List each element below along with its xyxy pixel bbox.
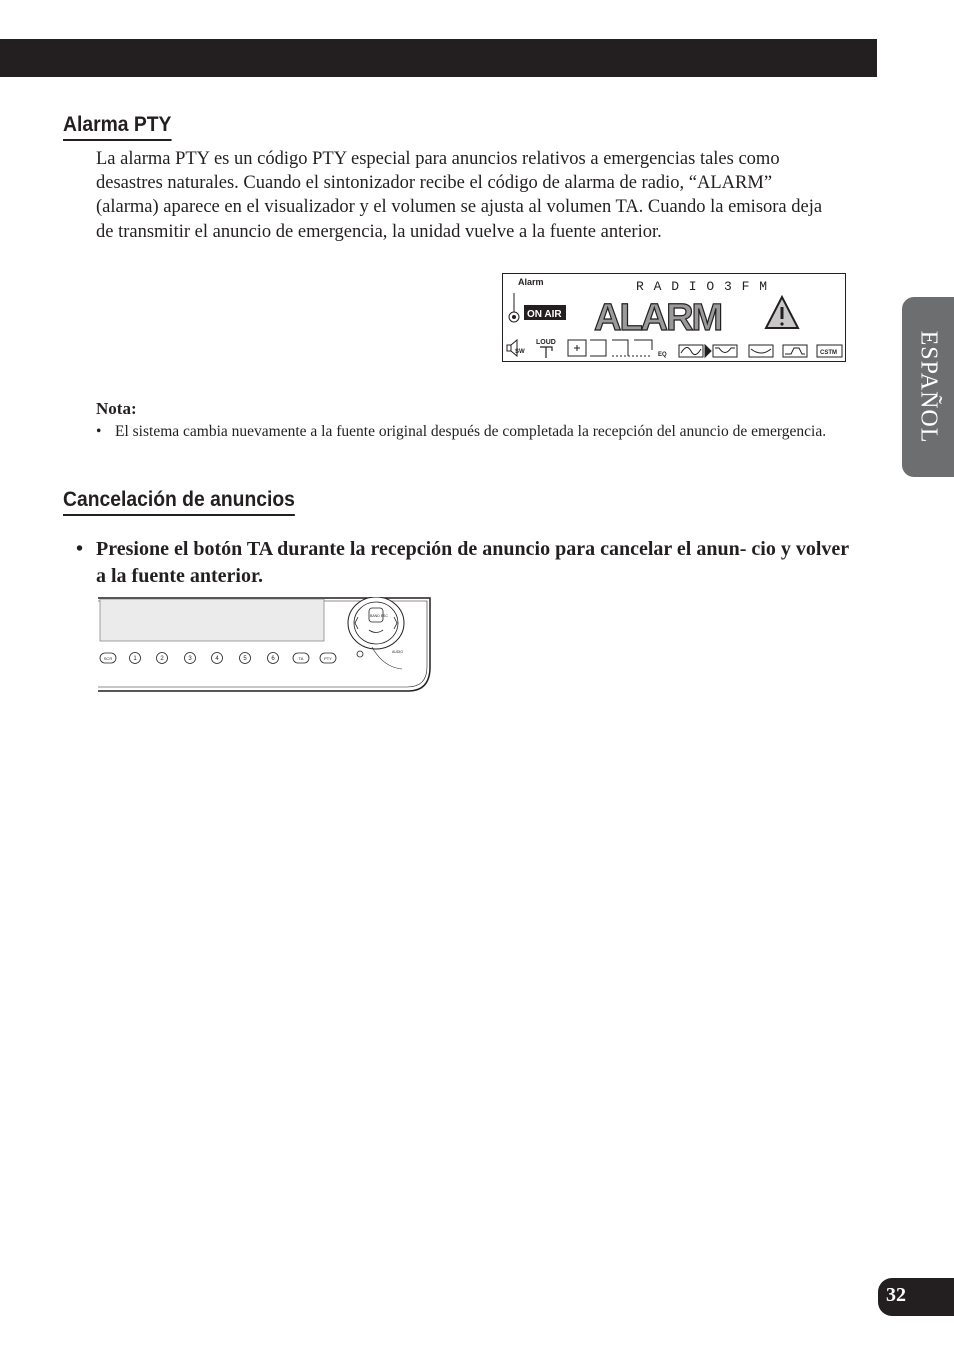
sw-label: SW (515, 349, 525, 355)
alarm-display-illustration (502, 273, 846, 362)
section-title-cancelacion: Cancelación de anuncios (63, 488, 295, 516)
display-main-alarm-text: ALARM (594, 297, 722, 339)
button-label-ta: TA (298, 656, 304, 661)
language-tab (902, 297, 954, 477)
note-label: Nota: (96, 399, 137, 418)
head-unit-illustration (98, 597, 452, 693)
button-label-5: 5 (243, 656, 247, 662)
button-label-4: 4 (215, 656, 219, 662)
display-station-text: R A D I O 3 F M (636, 279, 769, 294)
indicator-dot (357, 651, 363, 657)
lcd-window (100, 599, 324, 641)
step-bullet: • (76, 538, 84, 560)
step-text: Presione el botón TA durante la recepción de anuncio para cancelar el anun- cio y volver a la fuente anterior. (96, 538, 849, 587)
note-bullet: • (96, 423, 102, 440)
note-item (96, 421, 846, 442)
audio-label: AUDIO (392, 650, 404, 654)
button-label-pty: PTY (324, 656, 332, 661)
band-label: BAND ESC (370, 614, 388, 618)
header-bar (0, 39, 877, 77)
note-text: El sistema cambia nuevamente a la fuente original después de completada la recepción del anuncio de emergencia. (115, 423, 827, 440)
display-alarm-label: Alarm (518, 277, 544, 287)
section-title-alarma-pty: Alarma PTY (63, 113, 171, 141)
preset-buttons (100, 653, 336, 664)
button-label-3: 3 (188, 656, 192, 662)
button-label-6: 6 (271, 656, 275, 662)
page-number: 32 (886, 1284, 906, 1306)
loud-label: LOUD (536, 339, 556, 346)
alarma-pty-paragraph: La alarma PTY es un código PTY especial para anuncios relativos a emergencias tales como desastres naturales. Cuando el sintonizador recibe el código de alarma de radio, “ALARM” (alarma) aparece en el visualizador y el volumen se ajusta al volumen TA. Cuando la emisora deja de transmitir el anuncio de emergencia, la unidad vuelve a la fuente anterior. (96, 149, 823, 242)
button-label-2: 2 (160, 656, 164, 662)
cstm-label: CSTM (820, 350, 837, 356)
page-number-box (878, 1278, 954, 1316)
on-air-text: ON AIR (527, 309, 562, 320)
eq-label: EQ (658, 352, 667, 358)
button-label-scr: SCR (103, 656, 113, 661)
button-label-1: 1 (133, 656, 137, 662)
multi-control-dial (348, 597, 404, 649)
instruction-step (76, 536, 856, 590)
language-tab-label: ESPAÑOL (915, 330, 942, 444)
